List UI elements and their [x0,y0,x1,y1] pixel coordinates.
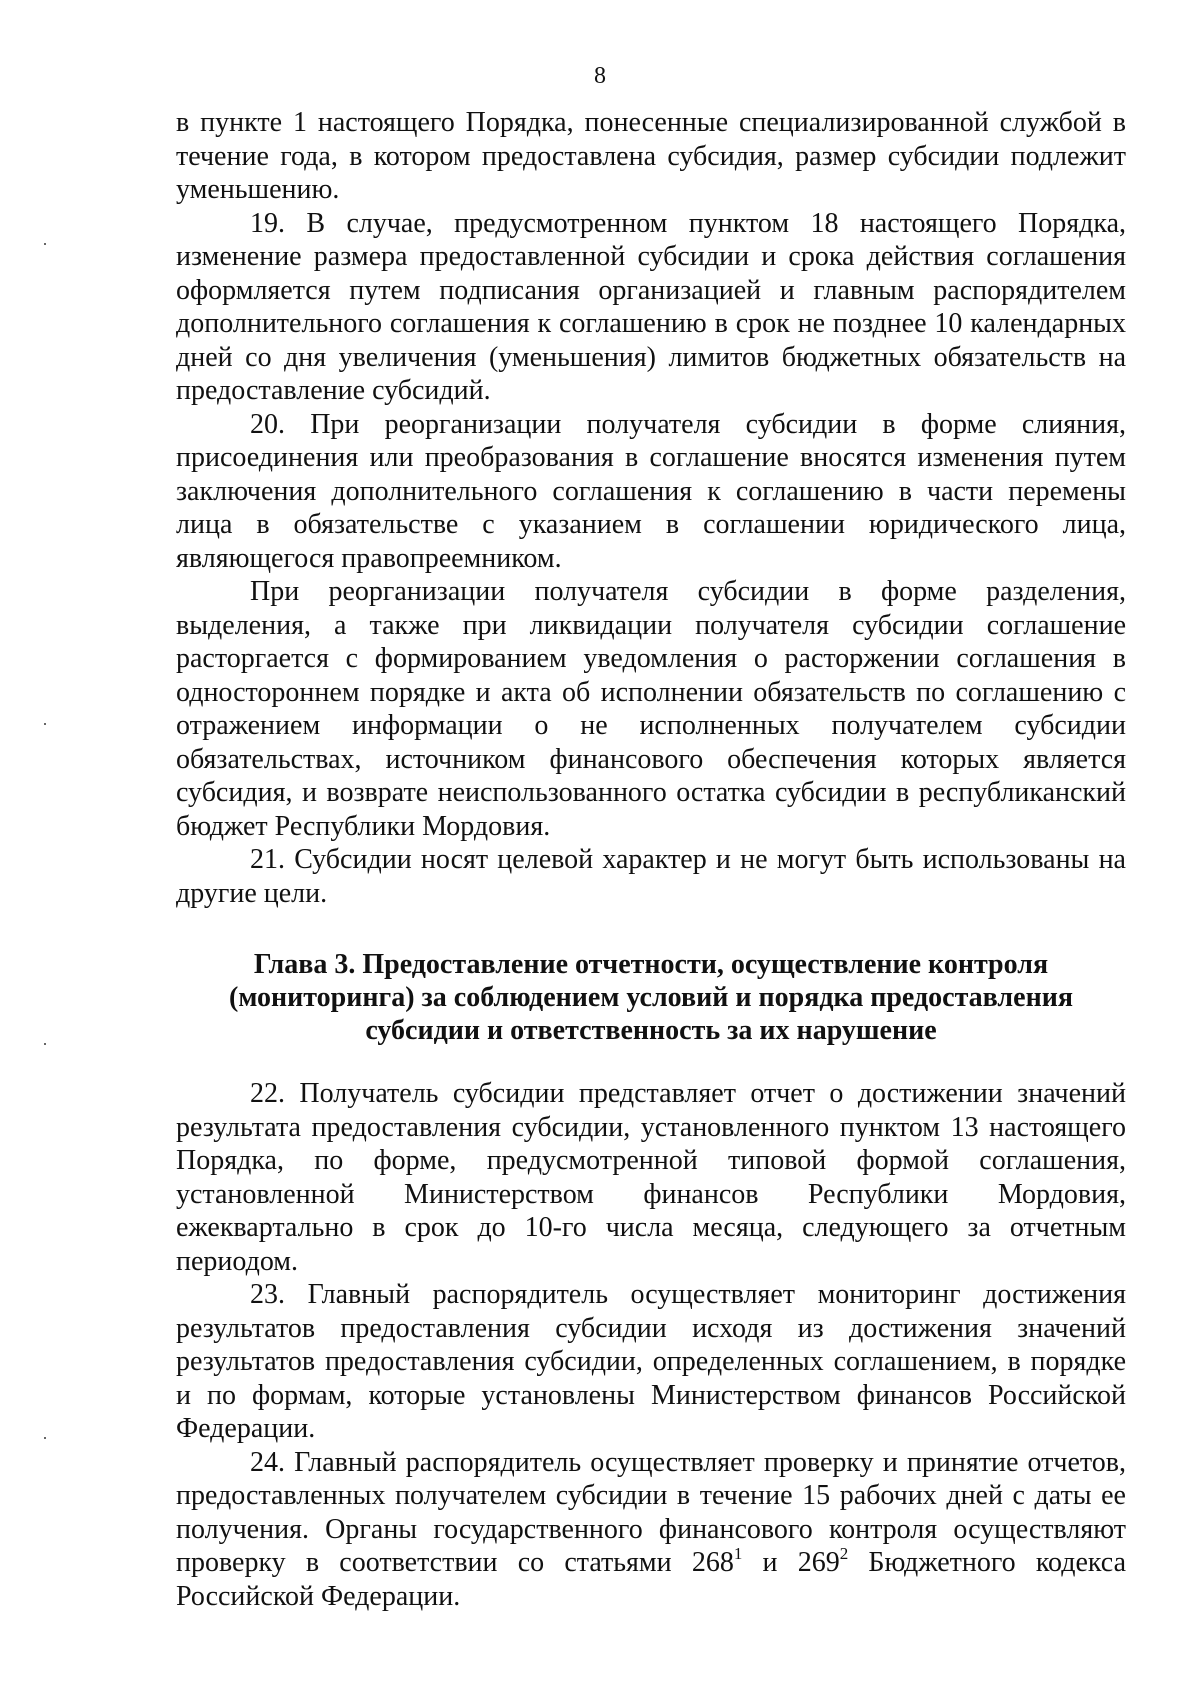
article-269-superscript: 2 [839,1544,849,1563]
chapter-heading-line-1: Глава 3. Предоставление отчетности, осуществление контроля [253,949,1049,980]
paragraph-21: 21. Субсидии носят целевой характер и не могут быть использованы на другие цели. [176,844,1126,909]
paragraph-24-text-b: и 269 [742,1547,840,1578]
margin-scan-mark [44,1043,46,1045]
document-body [176,106,1126,1613]
paragraph-24-text-a: 24. Главный распорядитель осуществляет проверку и принятие отчетов, предоставленных получателем субсидии в течение 15 рабочих дней с даты ее получения. Органы государственного финансового контроля осуществляют проверку в соответствии со статьями 268 [176,1446,1126,1578]
paragraph-20: 20. При реорганизации получателя субсидии в форме слияния, присоединения или преобразования в соглашение вносятся изменения путем заключения дополнительного соглашения к соглашению в части перемены лица в обязательстве с указанием в соглашении юридического лица, являющегося правопреемником. [176,408,1126,574]
paragraph-24 [176,1446,1126,1614]
paragraph-24-text-c: Бюджетного кодекса Российской Федерации. [176,1547,1126,1612]
paragraph-continuation: в пункте 1 настоящего Порядка, понесенные специализированной службой в течение года, в котором предоставлена субсидия, размер субсидии подлежит уменьшению. [176,107,1126,205]
paragraph-20-reorganization: При реорганизации получателя субсидии в форме разделения, выделения, а также при ликвидации получателя субсидии соглашение расторгается с формированием уведомления о расторжении соглашения в одностороннем порядке и акта об исполнении обязательств по соглашению с отражением информации о не исполненных получателем субсидии обязательствах, источником финансового обеспечения которых является субсидия, и возврате неиспользованного остатка субсидии в республиканский бюджет Республики Мордовия. [176,576,1126,842]
page-number: 8 [594,63,606,89]
chapter-3-heading [216,948,1086,1047]
margin-scan-mark [44,243,46,245]
paragraph-23: 23. Главный распорядитель осуществляет мониторинг достижения результатов предоставления субсидии исходя из достижения значений результатов предоставления субсидии, определенных соглашением, в порядке и по формам, которые установлены Министерством финансов Российской Федерации. [176,1279,1126,1444]
paragraph-22: 22. Получатель субсидии представляет отчет о достижении значений результата предоставления субсидии, установленного пунктом 13 настоящего Порядка, по форме, предусмотренной типовой формой соглашения, установленной Министерством финансов Республики Мордовия, ежеквартально в срок до 10-го числа месяца, следующего за отчетным периодом. [176,1078,1126,1277]
margin-scan-mark [44,1437,46,1439]
margin-scan-mark [44,723,46,725]
paragraph-19: 19. В случае, предусмотренном пунктом 18 настоящего Порядка, изменение размера предоставленной субсидии и срока действия соглашения оформляется путем подписания организацией и главным распорядителем дополнительного соглашения к соглашению в срок не позднее 10 календарных дней со дня увеличения (уменьшения) лимитов бюджетных обязательств на предоставление субсидий. [176,207,1126,406]
chapter-heading-line-3: субсидии и ответственность за их нарушение [365,1015,937,1046]
article-268-superscript: 1 [733,1544,743,1563]
chapter-heading-line-2: (мониторинга) за соблюдением условий и порядка предоставления [229,982,1073,1013]
